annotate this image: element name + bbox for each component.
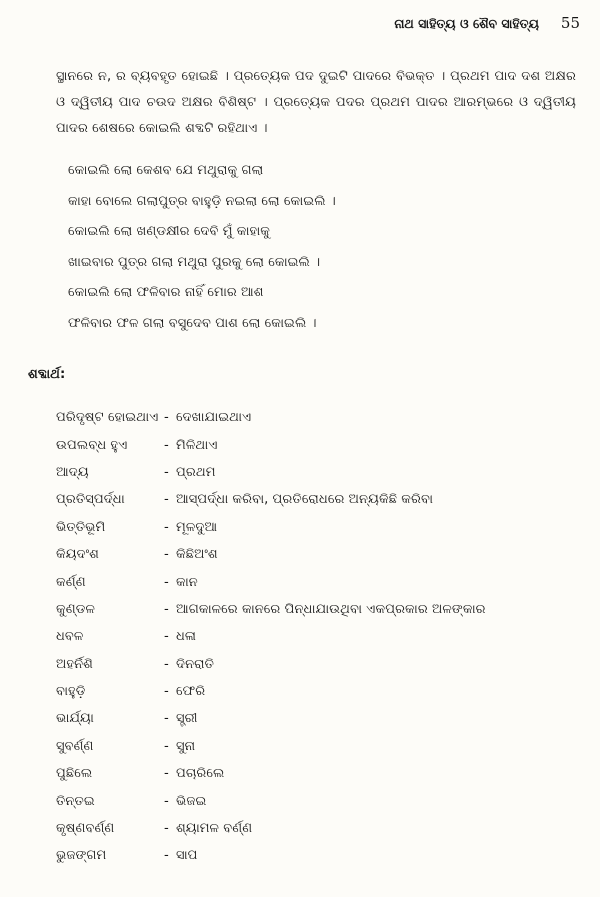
glossary-meaning: ମିଳିଥାଏ (176, 437, 218, 453)
verse-line: ଖାଇବାର ପୁତ୍ର ଗଲା ମଥୁରା ପୁରକୁ ଲୋ କୋଇଲି । (68, 254, 321, 270)
glossary-dash: - (164, 410, 169, 426)
glossary-heading: ଶବ୍ଦାର୍ଥ: (28, 367, 66, 382)
glossary-meaning: ସୁନା (176, 738, 196, 754)
glossary-list (56, 404, 586, 870)
verse-line: କୋଇଲି ଲୋ ଫଳିବାର ନାହିଁ ମୋର ଆଶ (68, 285, 264, 301)
glossary-term: କିୟଦଂଶ (56, 547, 99, 563)
glossary-dash: - (164, 656, 169, 672)
glossary-term: ପ୍ରତିସ୍ପର୍ଦ୍ଧା (56, 492, 125, 508)
glossary-term: କୁଣ୍ଡଳ (56, 601, 96, 617)
verse-line: କୋଇଲି ଲୋ ଖଣ୍ଡକ୍ଷୀର ଦେବି ମୁଁ କାହାକୁ (68, 224, 270, 240)
glossary-entry (56, 431, 586, 458)
glossary-entry (56, 596, 586, 623)
glossary-dash: - (164, 519, 169, 535)
glossary-term: ସୁବର୍ଣ୍ଣ (56, 738, 94, 754)
glossary-term: କର୍ଣ୍ଣ (56, 574, 86, 590)
glossary-dash: - (164, 547, 169, 563)
glossary-dash: - (164, 601, 169, 617)
glossary-entry (56, 705, 586, 732)
glossary-dash: - (164, 492, 169, 508)
glossary-meaning: କାନ (176, 574, 198, 590)
glossary-entry (56, 568, 586, 595)
glossary-term: ଭୁଜଙ୍ଗମ (56, 848, 107, 864)
running-header (300, 14, 580, 36)
glossary-entry (56, 815, 586, 842)
glossary-entry (56, 486, 586, 513)
running-title: ନାଥ ସାହିତ୍ୟ ଓ ଶୈବ ସାହିତ୍ୟ (394, 16, 539, 31)
glossary-meaning: ଆଗକାଳରେ କାନରେ ପିନ୍ଧାଯାଉଥିବା ଏକପ୍ରକାର ଅଳଙ୍କାର (176, 601, 486, 617)
page-number: 55 (560, 14, 580, 32)
glossary-dash: - (164, 464, 169, 480)
glossary-dash: - (164, 684, 169, 700)
glossary-term: ଆଦ୍ୟ (56, 464, 89, 480)
glossary-entry (56, 842, 586, 869)
glossary-meaning: ଦେଖାଯାଇଥାଏ (176, 410, 252, 426)
verse-line: ଫଳିବାର ଫଳ ଗଲା ବସୁଦେବ ପାଶ ଲୋ କୋଇଲି । (68, 315, 317, 331)
glossary-entry (56, 623, 586, 650)
intro-paragraph: ସ୍ଥାନରେ ନ, ର ବ୍ୟବହୃତ ହୋଇଛି । ପ୍ରତ୍ୟେକ ପଦ ଦୁଇଟି ପାଦରେ ବିଭକ୍ତ । ପ୍ରଥମ ପାଦ ଦଶ ଅକ୍ଷର ଓ ଦ୍ୱିତୀୟ ପାଦ ଚଉଦ ଅକ୍ଷର ବିଶିଷ୍ଟ । ପ୍ରତ୍ୟେକ ପଦର ପ୍ରଥମ ପାଦର ଆରମ୍ଭରେ ଓ ଦ୍ୱିତୀୟ ପାଦର ଶେଷରେ କୋଇଲି ଶବ୍ଦଟି ରହିଥାଏ । (56, 69, 576, 136)
verse-block (68, 156, 568, 340)
glossary-meaning: ମୂଳଦୁଆ (176, 519, 218, 535)
glossary-term: ପରିଦୃଷ୍ଟ ହୋଇଥାଏ (56, 410, 159, 426)
glossary-meaning: ଶ୍ୟାମଳ ବର୍ଣ୍ଣ (176, 821, 253, 837)
glossary-term: ବାହୁଡ଼ି (56, 684, 86, 700)
glossary-term: ଭିତ୍ତିଭୂମି (56, 519, 106, 535)
glossary-term: ଭାର୍ଯ୍ୟା (56, 711, 94, 727)
glossary-meaning: ଫେରି (176, 684, 206, 700)
glossary-meaning: ଧଳା (176, 629, 197, 645)
glossary-meaning: ଆସ୍ପର୍ଦ୍ଧା କରିବା, ପ୍ରତିରୋଧରେ ଅନ୍ୟକିଛି କରିବା (176, 492, 434, 508)
glossary-dash: - (164, 738, 169, 754)
glossary-term: ଅହର୍ନିଶି (56, 656, 93, 672)
glossary-meaning: ପଚାରିଲେ (176, 766, 225, 782)
glossary-dash: - (164, 629, 169, 645)
glossary-entry (56, 760, 586, 787)
glossary-dash: - (164, 821, 169, 837)
glossary-dash: - (164, 848, 169, 864)
glossary-meaning: ସ୍ତ୍ରୀ (176, 711, 198, 727)
glossary-meaning: ଭିଜଇ (176, 793, 207, 809)
glossary-entry (56, 404, 586, 431)
glossary-term: ପୁଛିଲେ (56, 766, 93, 782)
glossary-meaning: କିଛିଅଂଶ (176, 547, 218, 563)
glossary-entry (56, 459, 586, 486)
glossary-term: କୃଷ୍ଣବର୍ଣ୍ଣ (56, 821, 115, 837)
glossary-dash: - (164, 766, 169, 782)
glossary-meaning: ଦିନରାତି (176, 656, 215, 672)
glossary-entry (56, 678, 586, 705)
glossary-meaning: ପ୍ରଥମ (176, 464, 216, 480)
glossary-entry (56, 733, 586, 760)
glossary-dash: - (164, 793, 169, 809)
verse-line: କାହା ବୋଲେ ଗଲାପୁତ୍ର ବାହୁଡ଼ି ନଇଲା ଲୋ କୋଇଲି । (68, 193, 336, 209)
glossary-dash: - (164, 574, 169, 590)
glossary-meaning: ସାପ (176, 848, 198, 864)
glossary-term: ତିନ୍ତଇ (56, 793, 95, 809)
glossary-entry (56, 787, 586, 814)
verse-line: କୋଇଲି ଲୋ କେଶବ ଯେ ମଥୁରାକୁ ଗଲା (68, 163, 264, 178)
glossary-term: ଉପଲବ୍ଧ ହୁଏ (56, 437, 128, 453)
glossary-entry (56, 651, 586, 678)
glossary-dash: - (164, 437, 169, 453)
glossary-term: ଧବଳ (56, 629, 84, 645)
glossary-dash: - (164, 711, 169, 727)
glossary-entry (56, 514, 586, 541)
glossary-entry (56, 541, 586, 568)
